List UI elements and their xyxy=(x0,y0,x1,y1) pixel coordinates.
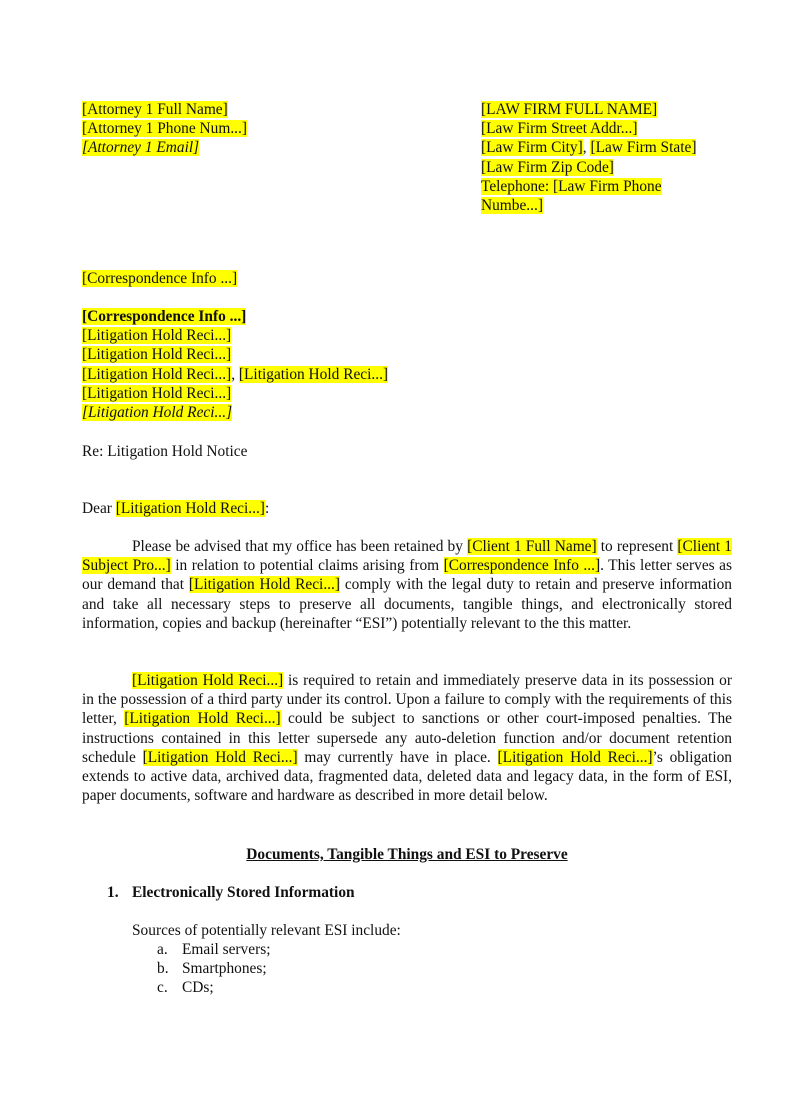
sources-list xyxy=(157,940,270,998)
para1-text-3: in relation to potential claims arising from xyxy=(170,557,444,575)
attorney-block xyxy=(82,100,247,158)
recipient-inline-field-3: [Litigation Hold Reci...] xyxy=(124,710,281,728)
para2-text-1: is required to retain and immediately preserve data in its possession or in the possession of a third party under its control. Upon a failure to comply with the requirements of this letter, xyxy=(82,672,732,728)
correspondence-inline-field: [Correspondence Info ...] xyxy=(443,557,601,575)
para1-text-1: Please be advised that my office has been retained by xyxy=(132,538,468,555)
correspondence-field: [Correspondence Info ...] xyxy=(82,270,238,287)
list-item-letter: b. xyxy=(157,960,169,978)
firm-zip-field: [Law Firm Zip Code] xyxy=(481,158,614,176)
recipient-inline-field-4: [Litigation Hold Reci...] xyxy=(142,748,298,766)
list-item xyxy=(157,940,270,959)
para2-text-4: ’s obligation extends to active data, archived data, fragmented data, deleted data and legacy data, in the form of ESI, paper documents, software and hardware as described in more detail below. xyxy=(82,748,732,805)
list-item xyxy=(157,978,270,997)
sources-intro: Sources of potentially relevant ESI include: xyxy=(132,922,401,939)
recipient-field-1: [Litigation Hold Reci...] xyxy=(82,327,232,345)
recipient-header-field: [Correspondence Info ...] xyxy=(82,308,247,325)
salutation xyxy=(82,499,269,518)
recipient-inline-field-2: [Litigation Hold Reci...] xyxy=(132,672,284,689)
recipient-field-5: [Litigation Hold Reci...] xyxy=(82,404,233,422)
client-name-field: [Client 1 Full Name] xyxy=(467,538,597,555)
firm-phone-field-line2: Numbe...] xyxy=(481,197,543,215)
recipient-separator: , xyxy=(231,365,239,383)
list-item-letter: a. xyxy=(157,941,168,958)
list-item-text: Email servers; xyxy=(182,941,271,958)
para1-text-4: . This letter serves as our demand that xyxy=(82,557,732,594)
recipient-field-3a: [Litigation Hold Reci...] xyxy=(82,365,232,383)
salutation-colon: : xyxy=(264,500,270,517)
recipient-field-4: [Litigation Hold Reci...] xyxy=(82,384,232,402)
re-line: Re: Litigation Hold Notice xyxy=(82,443,248,460)
attorney-phone-field: [Attorney 1 Phone Num...] xyxy=(82,120,247,138)
firm-city-separator: , xyxy=(582,139,591,157)
recipient-inline-field-5: [Litigation Hold Reci...] xyxy=(497,748,653,766)
list-item-letter: c. xyxy=(157,979,168,997)
salutation-recipient-field: [Litigation Hold Reci...] xyxy=(115,500,265,517)
paragraph-2 xyxy=(82,671,732,805)
correspondence-line xyxy=(82,269,237,288)
list-item-text: Smartphones; xyxy=(182,960,267,978)
client-subject-field: [Client 1 Subject Pro...] xyxy=(82,538,732,575)
recipient-field-3b: [Litigation Hold Reci...] xyxy=(238,365,389,383)
para2-text-2: could be subject to sanctions or other court-imposed penalties. The instructions contained in this letter supersede any auto-deletion function and/or document retention schedule xyxy=(82,710,732,766)
attorney-name-field: [Attorney 1 Full Name] xyxy=(82,101,228,118)
list-item xyxy=(157,959,270,978)
recipient-inline-field-1: [Litigation Hold Reci...] xyxy=(188,576,340,594)
item-1-number: 1. xyxy=(107,884,119,901)
firm-street-field: [Law Firm Street Addr...] xyxy=(481,120,638,138)
paragraph-1 xyxy=(82,537,732,633)
salutation-dear: Dear xyxy=(82,500,116,517)
section-heading: Documents, Tangible Things and ESI to Preserve xyxy=(246,846,568,863)
firm-block xyxy=(481,100,696,215)
firm-city-field: [Law Firm City] xyxy=(481,139,583,157)
item-1-title: Electronically Stored Information xyxy=(132,884,355,901)
list-item-text: CDs; xyxy=(182,979,214,997)
recipient-field-2: [Litigation Hold Reci...] xyxy=(82,346,232,364)
firm-state-field: [Law Firm State] xyxy=(590,139,697,157)
firm-name-field: [LAW FIRM FULL NAME] xyxy=(481,101,658,118)
attorney-email-field: [Attorney 1 Email] xyxy=(82,139,200,157)
recipient-block xyxy=(82,307,388,422)
para2-text-3: may currently have in place. xyxy=(297,748,498,766)
firm-phone-field-line1: Telephone: [Law Firm Phone xyxy=(481,177,662,195)
para1-text-5: comply with the legal duty to retain and preserve information and take all necessary steps to preserve all documents, tangible things, and electronically stored information, copies and backup (hereinafter “ESI”) potentially relevant to the this matter. xyxy=(82,576,732,632)
para1-text-2: to represent xyxy=(596,538,678,555)
